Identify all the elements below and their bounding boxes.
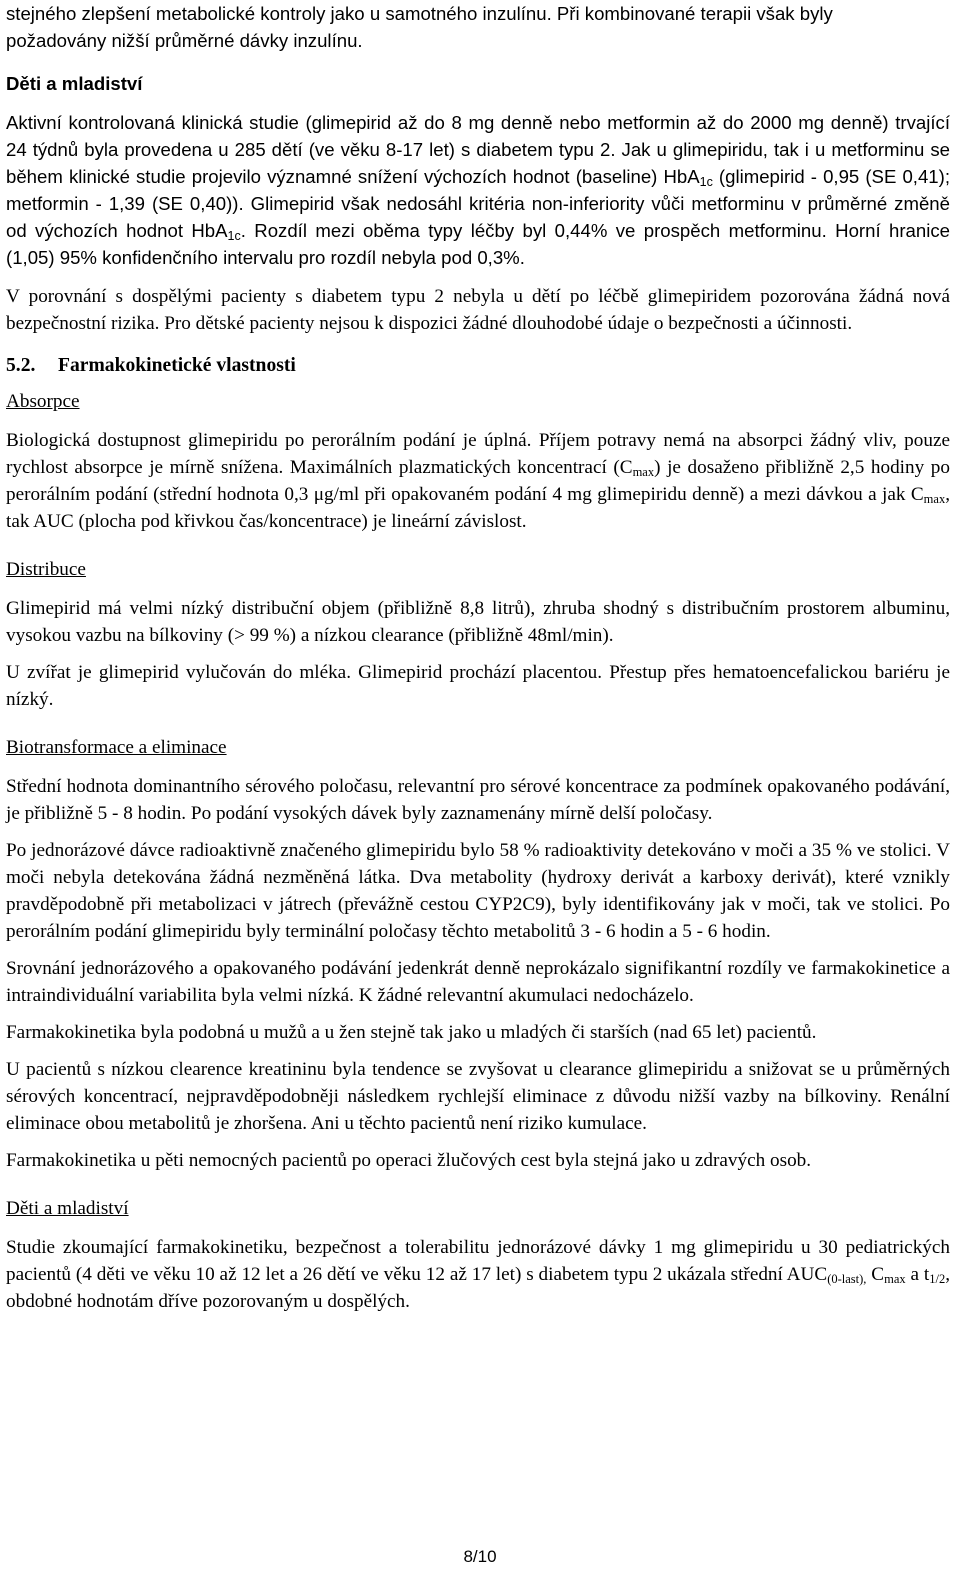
biotransformation-paragraph-3: Srovnání jednorázového a opakovaného podávání jedenkrát denně neprokázalo signifikantní rozdíly ve farmakokinetice a intraindividuální variabilita byla velmi nízká. K žádné relevantní akumulaci nedocházelo. — [6, 958, 950, 1006]
auc-subscript: (0-last), — [827, 1272, 867, 1286]
intro-line-1: stejného zlepšení metabolické kontroly jako u samotného inzulínu. Při kombinované terapii však byly — [6, 3, 833, 24]
children-p1-part-a: Aktivní kontrolovaná klinická studie (glimepirid až do 8 mg denně nebo metformin až do 2000 mg denně) trvající 24 týdnů byla provedena u 285 dětí (ve věku 8-17 let) s diabetem typu 2. Jak u glimepiridu, tak i u metforminu se během klinické studie projevilo významné snížení výchozích hodnot (baseline) HbA — [6, 112, 950, 187]
distribution-paragraph-1: Glimepirid má velmi nízký distribuční objem (přibližně 8,8 litrů), zhruba shodný s distribučním prostorem albuminu, vysokou vazbu na bílkoviny (> 99 %) a nízkou clearance (přibližně 48ml/min). — [6, 598, 950, 646]
children-paragraph-2: V porovnání s dospělými pacienty s diabetem typu 2 nebyla u dětí po léčbě glimepiridem pozorována žádná nová bezpečnostní rizika. Pro dětské pacienty nejsou k dispozici žádné dlouhodobé údaje o bezpečnosti a účinnosti. — [6, 286, 950, 334]
biotransformation-paragraph-6: Farmakokinetika u pěti nemocných pacientů po operaci žlučových cest byla stejná jako u zdravých osob. — [6, 1150, 812, 1171]
children-heading-1: Děti a mladiství — [6, 73, 143, 94]
intro-paragraph — [6, 0, 950, 54]
distribution-heading: Distribuce — [6, 559, 86, 580]
page-number: 8/10 — [463, 1547, 497, 1566]
children-heading-2: Děti a mladiství — [6, 1198, 129, 1219]
cmax-subscript-2: max — [923, 492, 946, 506]
children-p1-part-c: . Rozdíl mezi oběma typy léčby byl 0,44% ve prospěch metforminu. Horní hranice (1,05) 95% konfidenčního intervalu pro rozdíl nebyla pod 0,3%. — [6, 220, 950, 268]
section-heading — [6, 353, 950, 379]
biotransformation-heading: Biotransformace a eliminace — [6, 737, 227, 758]
absorption-part-a: Biologická dostupnost glimepiridu po perorálním podání je úplná. Příjem potravy nemá na absorpci žádný vliv, pouze rychlost absorpce je mírně snížena. Maximálních plazmatických koncentrací (C — [6, 430, 950, 478]
hba1c-subscript-1: 1c — [699, 175, 713, 189]
children-pk-part-c: a t — [905, 1264, 930, 1285]
cmax-subscript-3: max — [884, 1272, 906, 1286]
distribution-paragraph-2: U zvířat je glimepirid vylučován do mléka. Glimepirid prochází placentou. Přestup přes hematoencefalickou bariéru je nízký. — [6, 662, 950, 710]
section-title: Farmakokinetické vlastnosti — [58, 355, 296, 376]
intro-line-2: požadovány nižší průměrné dávky inzulínu. — [6, 30, 363, 51]
children-pk-part-b: C — [866, 1264, 885, 1285]
section-number: 5.2. — [6, 355, 36, 376]
children-pk-paragraph — [6, 1234, 950, 1315]
absorption-part-b: ) je dosaženo přibližně 2,5 hodiny po perorálním podání (střední hodnota 0,3 μg/ml při opakovaném podání 4 mg glimepiridu denně) a mezi dávkou a jak C — [6, 457, 950, 505]
children-pk-part-d: , obdobné hodnotám dříve pozorovaným u dospělých. — [6, 1264, 950, 1312]
hba1c-subscript-2: 1c — [227, 229, 241, 243]
absorption-paragraph — [6, 427, 950, 535]
children-pk-part-a: Studie zkoumající farmakokinetiku, bezpečnost a tolerabilitu jednorázové dávky 1 mg glimepiridu u 30 pediatrických pacientů (4 děti ve věku 10 až 12 let a 26 dětí ve věku 12 až 17 let) s diabetem typu 2 ukázala střední AUC — [6, 1237, 950, 1285]
biotransformation-paragraph-4: Farmakokinetika byla podobná u mužů a u žen stejně tak jako u mladých či starších (nad 65 let) pacientů. — [6, 1022, 817, 1043]
absorption-heading: Absorpce — [6, 391, 80, 412]
children-paragraph-1 — [6, 109, 950, 271]
children-p1-part-b: (glimepirid - 0,95 (SE 0,41); metformin - 1,39 (SE 0,40)). Glimepirid však nedosáhl kritéria non-inferiority vůči metforminu v průměrné změně od výchozích hodnot HbA — [6, 166, 951, 241]
biotransformation-paragraph-1: Střední hodnota dominantního sérového poločasu, relevantní pro sérové koncentrace za podmínek opakovaného podávání, je přibližně 5 - 8 hodin. Po podání vysokých dávek byly zaznamenány mírně delší poločasy. — [6, 776, 950, 824]
document-page — [6, 0, 950, 1325]
absorption-part-c: , tak AUC (plocha pod křivkou čas/koncentrace) je lineární závislost. — [6, 484, 950, 532]
biotransformation-paragraph-5: U pacientů s nízkou clearence kreatininu byla tendence se zvyšovat u clearance glimepiridu a snižovat se u průměrných sérových koncentrací, nejpravděpodobněji následkem rychlejší eliminace z důvodu nižší vazby na bílkoviny. Renální eliminace obou metabolitů je zhoršena. Ani u těchto pacientů není riziko kumulace. — [6, 1059, 950, 1134]
half-life-subscript: 1/2 — [929, 1272, 946, 1286]
cmax-subscript-1: max — [632, 465, 655, 479]
biotransformation-paragraph-2: Po jednorázové dávce radioaktivně značeného glimepiridu bylo 58 % radioaktivity detekováno v moči a 35 % ve stolici. V moči nebyla detekována žádná nezměněná látka. Dva metabolity (hydroxy derivát a karboxy derivát), které vznikly pravděpodobně při metabolizaci v játrech (převážně cestou CYP2C9), byly identifikovány jak v moči, tak ve stolici. Po perorálním podání glimepiridu byly terminální poločasy těchto metabolitů 3 - 6 hodin a 5 - 6 hodin. — [6, 840, 950, 942]
